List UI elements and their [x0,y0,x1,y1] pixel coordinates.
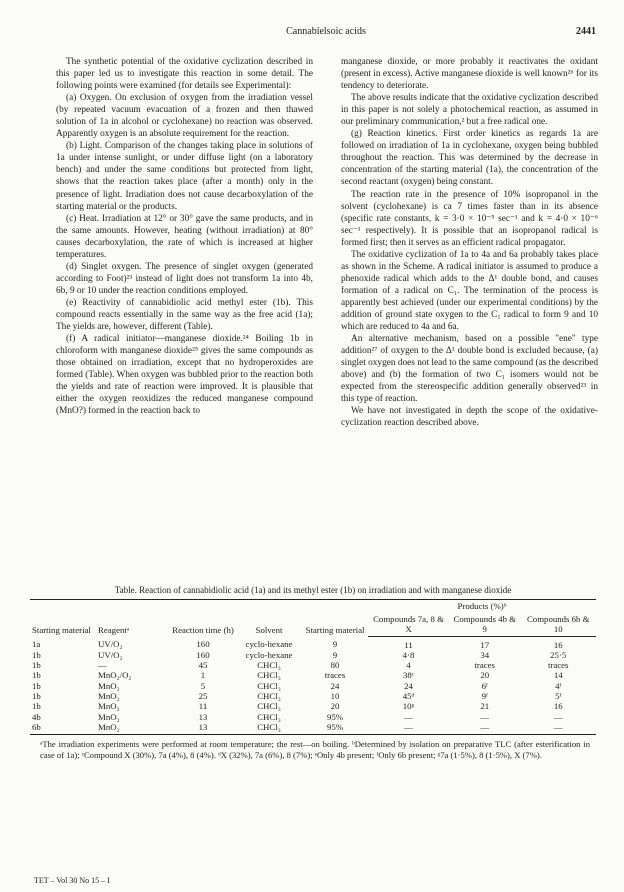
cell-reagent: MnO₂ [98,690,120,701]
cell-starting-material: 1b [32,690,41,701]
cell-compounds-6b: 25·5 [550,649,567,660]
paragraph: (c) Heat. Irradiation at 12° or 30° gave the same products, and in the same amounts. However, heating (without irradiation) at 80° causes decarboxylation, the rate of which is increased at higher temperatures. [56,213,313,260]
table-row [30,701,596,711]
cell-solvent: CHCl₃ [236,722,302,735]
cell-reaction-time: 160 [196,649,210,660]
cell-reagent: MnO₂/O₂ [98,670,132,681]
cell-starting-material: 1b [32,670,41,681]
paragraph: The reaction rate in the presence of 10% isopropanol in the solvent (cyclohexane) is ca 7 times faster than in its absence (specific rate constants, k = 3·0 × 10⁻⁵ sec⁻¹ and k = 4·0 × 10⁻⁶ sec⁻¹ respectively). It is possible that an isopropanol radical is formed first; then it serves as an efficient radical propagator. [341,189,598,248]
table-row [30,722,596,735]
paragraph: (g) Reaction kinetics. First order kinetics as regards 1a are followed on irradiation of 1a in cyclohexane, oxygen being bubbled throughout the reaction. This was determined by the decrease in concentration of the starting material (1a), the concentration of the second reactant (oxygen) being constant. [341,129,598,188]
right-column [341,56,598,429]
cell-recovered: 10 [330,690,340,701]
cell-compounds-6b: — [553,711,563,722]
results-table [30,599,596,735]
table-row [30,670,596,680]
cell-recovered: 20 [330,701,340,712]
cell-compounds-7a: — [404,711,413,722]
cell-solvent: CHCl₃ [257,711,281,722]
cell-solvent: CHCl₃ [257,701,281,712]
cell-reagent: UV/O₂ [98,649,123,660]
cell-reagent: — [98,660,107,671]
cell-compounds-7a: 38ᶜ [402,670,415,681]
cell-reagent: MnO₂ [96,722,170,735]
cell-recovered: 24 [330,680,340,691]
col-header-starting-material: Starting material [30,600,96,637]
cell-compounds-7a: 11 [404,639,413,650]
running-title: Cannabielsoic acids [286,26,366,37]
cell-compounds-4b: 20 [480,670,490,681]
cell-starting-material: 1b [32,649,41,660]
cell-reagent: MnO₂ [98,701,120,712]
cell-recovered: 80 [330,660,340,671]
cell-compounds-6b: — [520,722,596,735]
cell-solvent: CHCl₃ [257,670,281,681]
paragraph: We have not investigated in depth the scope of the oxidative-cyclization reaction described above. [341,406,598,429]
cell-reagent: UV/O₂ [98,639,123,649]
table-footnote: ᵃThe irradiation experiments were performed at room temperature; the rest—on boiling. ᵇDetermined by isolation on preparative TLC (after esterification in case of 1a); ᶜCompound X (30%), 7a (4%), 8 (4%). ᵈX (32%), 7a (6%), 8 (7%); ᵉOnly 4b present; ᶠOnly 6b present; ᵍ7a (1·5%), 8 (1·5%), X (7%). [40,739,590,761]
cell-compounds-6b: traces [547,660,569,671]
paragraph: The oxidative cyclization of 1a to 4a and 6a probably takes place as shown in the Scheme. A radical initiator is assumed to produce a phenoxide radical which adds to the Δ¹ double bond, and causes formation of a radical on C₁. The termination of the process is apparently best achieved (under our experimental conditions) by the addition of ground state oxygen to the C₁ radical to form 9 and 10 which are reduced to 4a and 6a. [341,249,598,333]
cell-compounds-7a: 4·8 [402,649,415,660]
col-header-reagent: Reagentᵃ [96,600,170,637]
cell-starting-material: 1b [32,701,41,712]
cell-starting-material: 1b [32,660,41,671]
cell-solvent: CHCl₃ [257,680,281,691]
cell-compounds-4b: 6ᶠ [481,680,488,691]
paragraph: (a) Oxygen. On exclusion of oxygen from the irradiation vessel (by repeated vacuum evacuation of a frozen and then thawed solution of 1a in alcohol or cyclohexane) no reaction was observed. Apparently oxygen is an absolute requirement for the reaction. [56,93,313,140]
cell-recovered: 95% [302,722,368,735]
table-row [30,660,596,670]
cell-compounds-4b: — [480,711,490,722]
cell-compounds-4b: 9ᶠ [481,690,488,701]
col-header-solvent: Solvent [236,600,302,637]
cell-solvent: cyclo-hexane [245,649,293,660]
cell-compounds-7a: 10ᵍ [402,701,415,712]
cell-compounds-7a: 45ᵈ [402,690,415,701]
table-row [30,712,596,722]
cell-compounds-6b: 16 [553,701,563,712]
journal-footer: TET – Vol 30 No 15 – I [34,876,110,885]
page-number: 2441 [576,26,596,37]
cell-recovered: traces [324,670,346,681]
paragraph: The above results indicate that the oxidative cyclization described in this paper is not solely a photochemical reaction, as assumed in our preliminary communication,² but a free radical one. [341,93,598,128]
results-table-section [30,585,596,761]
col-header-reaction-time: Reaction time (h) [170,600,236,637]
col-header-recovered: Starting material [302,600,368,637]
cell-compounds-4b: — [449,722,520,735]
cell-compounds-4b: 34 [480,649,490,660]
cell-starting-material: 1b [32,680,41,691]
cell-starting-material: 1a [32,639,41,649]
col-header-7a: Compounds 7a, 8 & X [368,613,449,637]
cell-reaction-time: 11 [198,701,208,712]
cell-compounds-6b: 16 [553,639,563,650]
cell-reaction-time: 1 [200,670,206,681]
paragraph: manganese dioxide, or more probably it reactivates the oxidant (present in excess). Active manganese dioxide is well known²⁶ for its tendency to deteriorate. [341,57,598,92]
cell-recovered: 9 [332,639,338,649]
table-row [30,691,596,701]
cell-solvent: CHCl₃ [257,660,281,671]
cell-reaction-time: 160 [196,639,210,649]
left-column [56,56,313,417]
cell-starting-material: 4b [32,711,41,722]
paragraph: (d) Singlet oxygen. The presence of singlet oxygen (generated according to Foot)²³ instead of light does not transform 1a into 4b, 6b, 9 or 10 under the reaction conditions employed. [56,261,313,296]
cell-reagent: MnO₂ [98,711,120,722]
paragraph: (e) Reactivity of cannabidiolic acid methyl ester (1b). This compound reacts essentially in the same way as the free acid (1a); The yields are, however, different (Table). [56,297,313,333]
table-row [30,681,596,691]
cell-recovered: 95% [326,711,344,722]
paragraph: An alternative mechanism, based on a possible "ene" type addition²⁷ of oxygen to the Δ¹ double bond is excluded because, (a) singlet oxygen does not lead to the same compound (as the described above) and (b) the formation of two C₁ isomers would not be expected from the stereospecific addition generally observed²³ in this type of reaction. [341,334,598,405]
cell-compounds-7a: 24 [404,680,413,691]
cell-reaction-time: 5 [200,680,206,691]
cell-reaction-time: 45 [198,660,208,671]
cell-solvent: CHCl₃ [257,690,281,701]
cell-compounds-6b: 14 [553,670,563,681]
cell-reaction-time: 13 [198,711,208,722]
col-header-6b: Compounds 6b & 10 [520,613,596,637]
col-header-4b: Compounds 4b & 9 [449,613,520,637]
table-row [30,650,596,660]
cell-reaction-time: 13 [170,722,236,735]
table-row [30,636,596,650]
cell-compounds-6b: 4ᶠ [555,680,562,691]
cell-compounds-4b: 17 [480,639,490,650]
cell-compounds-4b: traces [474,660,495,671]
paragraph: (b) Light. Comparison of the changes taking place in solutions of 1a under intense sunlight, or under diffuse light (on a laboratory bench) and under the same conditions but protected from light, shows that the reaction takes place (after a month) only in the presence of light. Irradiation does not cause decarboxylation of the starting material or the products. [56,141,313,212]
cell-compounds-6b: 5ᶠ [555,690,562,701]
cell-compounds-7a: 4 [406,660,411,671]
cell-compounds-7a: — [368,722,449,735]
cell-reaction-time: 25 [198,690,208,701]
cell-reagent: MnO₂ [98,680,120,691]
cell-solvent: cyclo-hexane [245,639,293,649]
col-header-products: Products (%)ᵇ [368,600,596,613]
cell-recovered: 9 [332,649,338,660]
paragraph: (f) A radical initiator—manganese dioxide.²⁴ Boiling 1b in chloroform with manganese dioxide²⁵ gives the same compounds as those obtained on irradiation, except that no hydroperoxides are formed (Table). When oxygen was bubbled prior to the reaction both the yields and rate of reaction were improved. It is plausible that either the oxygen reoxidizes the reduced manganese compound (MnO?) formed in the reaction back to [56,334,313,417]
running-header [56,26,596,42]
cell-compounds-4b: 21 [480,701,490,712]
cell-starting-material: 6b [30,722,96,735]
table-caption: Table. Reaction of cannabidiolic acid (1a) and its methyl ester (1b) on irradiation and with manganese dioxide [114,585,512,595]
paragraph: The synthetic potential of the oxidative cyclization described in this paper led us to investigate this reaction in some detail. The following points were examined (for details see Experimental): [56,57,313,92]
